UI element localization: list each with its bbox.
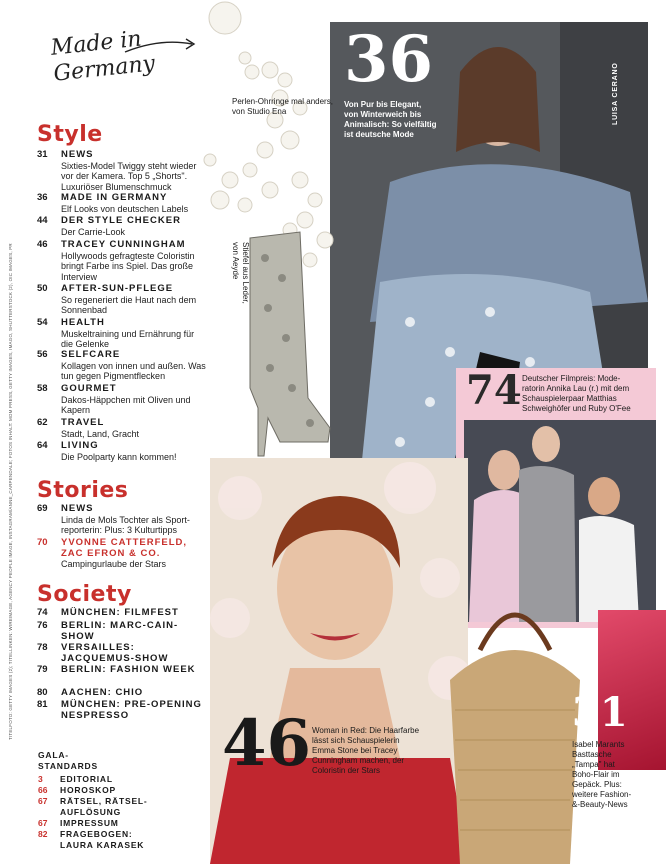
- toc-entry[interactable]: 64 LIVING Die Poolparty kann kommen!: [37, 440, 177, 462]
- toc-entry[interactable]: 79 BERLIN: FASHION WEEK: [37, 664, 196, 675]
- section-title-society: Society: [37, 582, 132, 607]
- arrow-icon: [120, 30, 200, 60]
- cover74-caption: Deutscher Filmpreis: Mode- ratorin Annika Lau (r.) mit dem Schauspielerpaar Matthias Schweighöfer und Ruby O'Fee: [522, 374, 631, 413]
- page-number-31: 31: [572, 689, 628, 736]
- cover46-caption: Woman in Red: Die Haarfarbe lässt sich Schauspielerin Emma Stone bei Tracey Cunningham machen, der Coloristin der Stars: [312, 726, 420, 775]
- toc-entry[interactable]: 80 AACHEN: CHIO: [37, 687, 144, 698]
- boot-caption: Stiefel aus Leder, von Aeyde: [231, 242, 250, 304]
- toc-entry[interactable]: 62 TRAVEL Stadt, Land, Gracht: [37, 417, 140, 439]
- toc-entry[interactable]: 81 MÜNCHEN: PRE-OPENING NESPRESSO: [37, 699, 202, 721]
- page-number-46: 46: [222, 706, 312, 781]
- standard-entry[interactable]: 82 FRAGEBOGEN: LAURA KARASEK: [38, 829, 145, 850]
- toc-entry[interactable]: 36 MADE IN GERMANY Elf Looks von deutschen Labels: [37, 192, 189, 214]
- toc-entry[interactable]: 78 VERSAILLES: JACQUEMUS-SHOW: [37, 642, 169, 664]
- gala-standards-heading: GALA- STANDARDS: [38, 750, 98, 771]
- toc-entry[interactable]: 54 HEALTH Muskeltraining und Ernährung für die Gelenke: [37, 317, 195, 349]
- section-title-style: Style: [37, 122, 103, 147]
- toc-entry[interactable]: 56 SELFCARE Kollagen von innen und außen. Was tun gegen Pigmentflecken: [37, 349, 206, 381]
- section-title-stories: Stories: [37, 478, 129, 503]
- standard-entry[interactable]: 66 HOROSKOP: [38, 785, 116, 795]
- cover36-caption: Von Pur bis Elegant, von Winterweich bis Animalisch: So vielfältig ist deutsche Mode: [344, 100, 437, 139]
- standard-entry[interactable]: 3 EDITORIAL: [38, 774, 113, 784]
- photo-credits: TITELFOTO: GETTY IMAGES (2); TITELLINKEN: WIREIMAGE, AGENCY PEOPLE IMAGE, INSTAGRAM/ANNE_CARPENDALE; FOTOS INHALT: MOM PRESS, GETTY IMAGES, IMAGO, SHUTTERSTOCK (2), OIC IMAGES, PR: [8, 243, 13, 740]
- straw-bag-image: [440, 560, 590, 864]
- cover31-caption: Isabel Marants Basttasche „Tampa" hat Boho-Flair im Gepäck. Plus: weitere Fashion- &-Beauty-News: [572, 740, 632, 809]
- made-in-germany-script: Made in Germany: [49, 26, 157, 87]
- toc-entry[interactable]: 76 BERLIN: MARC-CAIN-SHOW: [37, 620, 179, 642]
- page-number-74: 74: [466, 367, 522, 414]
- toc-entry[interactable]: 70 YVONNE CATTERFELD, ZAC EFRON & CO. Campingurlaube der Stars: [37, 537, 188, 569]
- emma-stone-photo: [210, 458, 468, 864]
- toc-entry[interactable]: 69 NEWS Linda de Mols Tochter als Sport-reporterin: Plus: 3 Kulturtipps: [37, 503, 190, 535]
- photographer-credit: LUISA CERANO: [612, 62, 619, 125]
- toc-entry[interactable]: 74 MÜNCHEN: FILMFEST: [37, 607, 179, 618]
- toc-entry[interactable]: 46 TRACEY CUNNINGHAM Hollywoods gefragteste Coloristin bringt Farbe ins Spiel. Das große Interview: [37, 239, 195, 282]
- pearl-caption: Perlen-Ohrringe mal anders, von Studio Ena: [232, 97, 333, 116]
- page-number-36: 36: [344, 22, 434, 97]
- toc-entry[interactable]: 58 GOURMET Dakos-Häppchen mit Oliven und Kapern: [37, 383, 191, 415]
- toc-entry[interactable]: 31 NEWS Sixties-Model Twiggy steht wieder vor der Kamera. Top 5 „Shorts". Luxuriöser Blumenschmuck: [37, 149, 197, 192]
- toc-entry[interactable]: 50 AFTER-SUN-PFLEGE So regeneriert die Haut nach dem Sonnenbad: [37, 283, 197, 315]
- toc-entry[interactable]: 44 DER STYLE CHECKER Der Carrie-Look: [37, 215, 181, 237]
- standard-entry[interactable]: 67 RÄTSEL, RÄTSEL-AUFLÖSUNG: [38, 796, 148, 817]
- standard-entry[interactable]: 67 IMPRESSUM: [38, 818, 119, 828]
